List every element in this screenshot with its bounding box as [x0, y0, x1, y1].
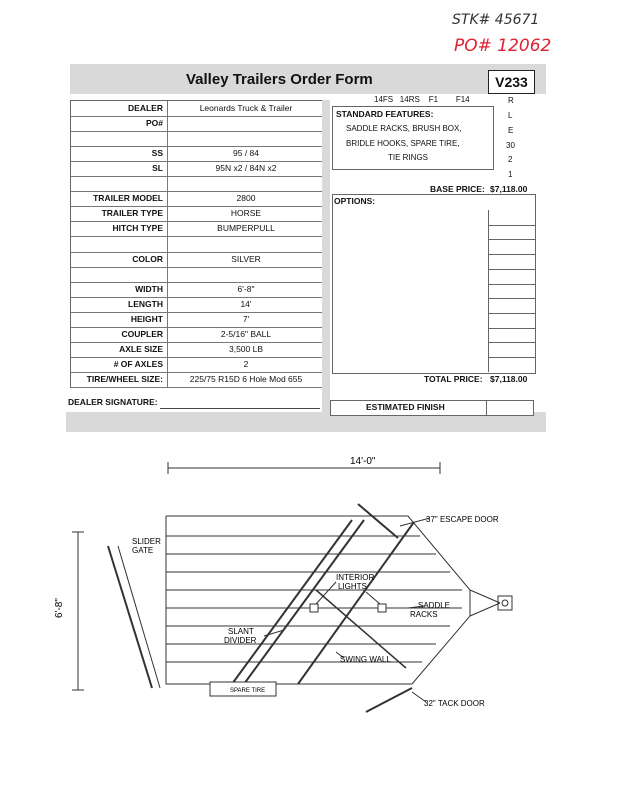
slider-gate-label: SLIDER — [132, 537, 161, 546]
code-line — [374, 95, 470, 104]
order-row-value[interactable]: BUMPERPULL — [167, 221, 324, 236]
spare-tire-label: SPARE TIRE — [230, 688, 266, 694]
code-item: F14 — [455, 95, 470, 104]
option-price-cell[interactable] — [489, 298, 535, 299]
order-row-value[interactable]: SILVER — [167, 252, 324, 267]
option-price-cell[interactable] — [489, 254, 535, 255]
option-price-cell[interactable] — [489, 357, 535, 358]
order-row-value[interactable] — [167, 116, 324, 131]
code-item: F1 — [428, 95, 439, 104]
slider-gate-label: GATE — [132, 546, 154, 555]
interior-lights-label: INTERIOR — [336, 573, 375, 582]
order-row-value[interactable] — [167, 236, 324, 251]
slant-divider-label: DIVIDER — [224, 636, 257, 645]
order-row-value[interactable]: HORSE — [167, 206, 324, 221]
order-row — [71, 176, 323, 192]
order-row — [71, 206, 323, 222]
estimated-finish-field[interactable] — [486, 400, 534, 416]
order-row-value[interactable]: 225/75 R15D 6 Hole Mod 655 — [167, 372, 324, 387]
total-price-value: $7,118.00 — [490, 374, 528, 384]
side-code: 1 — [508, 170, 513, 179]
order-row — [71, 372, 323, 388]
order-row-value[interactable]: 2800 — [167, 191, 324, 206]
order-row-label: LENGTH — [128, 298, 163, 309]
order-row-value[interactable]: 95 / 84 — [167, 146, 324, 161]
order-details-table — [70, 100, 324, 388]
code-item: 14RS — [399, 95, 420, 104]
base-price-label: BASE PRICE: — [430, 184, 485, 194]
order-row-value[interactable] — [167, 267, 324, 282]
trailer-floorplan-diagram — [0, 440, 618, 780]
order-row — [71, 161, 323, 177]
order-row-value[interactable]: 14' — [167, 297, 324, 312]
side-code: R — [508, 96, 514, 105]
estimated-finish-label: ESTIMATED FINISH — [366, 402, 445, 412]
order-row-value[interactable]: 95N x2 / 84N x2 — [167, 161, 324, 176]
order-row — [71, 221, 323, 237]
order-row — [71, 191, 323, 207]
option-price-cell[interactable] — [489, 225, 535, 226]
order-row-value[interactable]: 2-5/16" BALL — [167, 327, 324, 342]
width-dimension: 6'-8" — [54, 598, 65, 618]
option-price-cell[interactable] — [489, 269, 535, 270]
option-price-cell[interactable] — [489, 342, 535, 343]
side-code: L — [508, 111, 513, 120]
order-row-label: TIRE/WHEEL SIZE: — [86, 373, 163, 384]
option-price-cell[interactable] — [489, 239, 535, 240]
option-price-cell[interactable] — [489, 328, 535, 329]
option-price-cell[interactable] — [489, 313, 535, 314]
standard-feature-line: TIE RINGS — [388, 153, 429, 162]
order-row-label: AXLE SIZE — [119, 343, 163, 354]
option-price-cell[interactable] — [489, 284, 535, 285]
total-price-label: TOTAL PRICE: — [424, 374, 483, 384]
order-row — [71, 312, 323, 328]
order-row-value[interactable] — [167, 176, 324, 191]
order-row-label: HITCH TYPE — [112, 223, 163, 234]
side-code: E — [508, 126, 514, 135]
order-row-value[interactable]: 3,500 LB — [167, 342, 324, 357]
order-row-value[interactable]: 2 — [167, 357, 324, 372]
escape-door-label: 37" ESCAPE DOOR — [426, 515, 499, 524]
order-row — [71, 101, 323, 117]
order-row-value[interactable] — [167, 131, 324, 146]
saddle-racks-label: SADDLE — [418, 601, 451, 610]
order-row — [71, 146, 323, 162]
side-code: 2 — [508, 155, 513, 164]
side-code: 30 — [506, 141, 515, 150]
order-row-value[interactable]: 6'-8" — [167, 282, 324, 297]
order-row — [71, 357, 323, 373]
length-dimension: 14'-0" — [350, 456, 376, 467]
swing-wall-label: SWING WALL — [340, 655, 391, 664]
divider-strip — [322, 100, 330, 412]
order-row — [71, 282, 323, 298]
order-row-label: HEIGHT — [130, 313, 163, 324]
options-label: OPTIONS: — [334, 196, 376, 206]
order-row — [71, 116, 323, 132]
order-row — [71, 131, 323, 147]
order-row-label: SL — [152, 163, 163, 174]
order-row-label: # OF AXLES — [113, 358, 163, 369]
order-row-value[interactable]: Leonards Truck & Trailer — [167, 101, 324, 116]
order-row-label: TRAILER TYPE — [101, 208, 163, 219]
po-number-handwritten: PO# 12062 — [454, 36, 552, 56]
order-row-label: TRAILER MODEL — [93, 193, 163, 204]
slant-divider-label: SLANT — [228, 627, 254, 636]
form-title: Valley Trailers Order Form — [186, 71, 373, 88]
standard-feature-line: SADDLE RACKS, BRUSH BOX, — [346, 124, 462, 133]
tack-door-label: 32" TACK DOOR — [424, 699, 485, 708]
order-row-label: SS — [151, 148, 163, 159]
order-row — [71, 342, 323, 358]
order-row-label: DEALER — [128, 103, 163, 113]
options-price-column — [488, 210, 535, 372]
order-row — [71, 327, 323, 343]
code-item: 14FS — [374, 95, 394, 104]
order-row-label: WIDTH — [135, 283, 163, 294]
dealer-signature-line[interactable] — [160, 408, 320, 409]
base-price-value: $7,118.00 — [490, 184, 528, 194]
order-row-value[interactable]: 7' — [167, 312, 324, 327]
saddle-racks-label: RACKS — [410, 610, 438, 619]
order-row-label: COUPLER — [121, 328, 163, 339]
order-row — [71, 252, 323, 268]
order-row — [71, 267, 323, 283]
standard-features-label: STANDARD FEATURES: — [336, 109, 434, 119]
form-code-box: V233 — [488, 70, 535, 94]
standard-feature-line: BRIDLE HOOKS, SPARE TIRE, — [346, 139, 460, 148]
order-row — [71, 236, 323, 252]
stock-number-handwritten: STK# 45671 — [452, 12, 540, 28]
order-row — [71, 297, 323, 313]
order-row-label: COLOR — [132, 253, 163, 264]
interior-lights-label: LIGHTS — [338, 582, 367, 591]
dealer-signature-label: DEALER SIGNATURE: — [68, 397, 158, 407]
order-row-label: PO# — [145, 118, 163, 129]
